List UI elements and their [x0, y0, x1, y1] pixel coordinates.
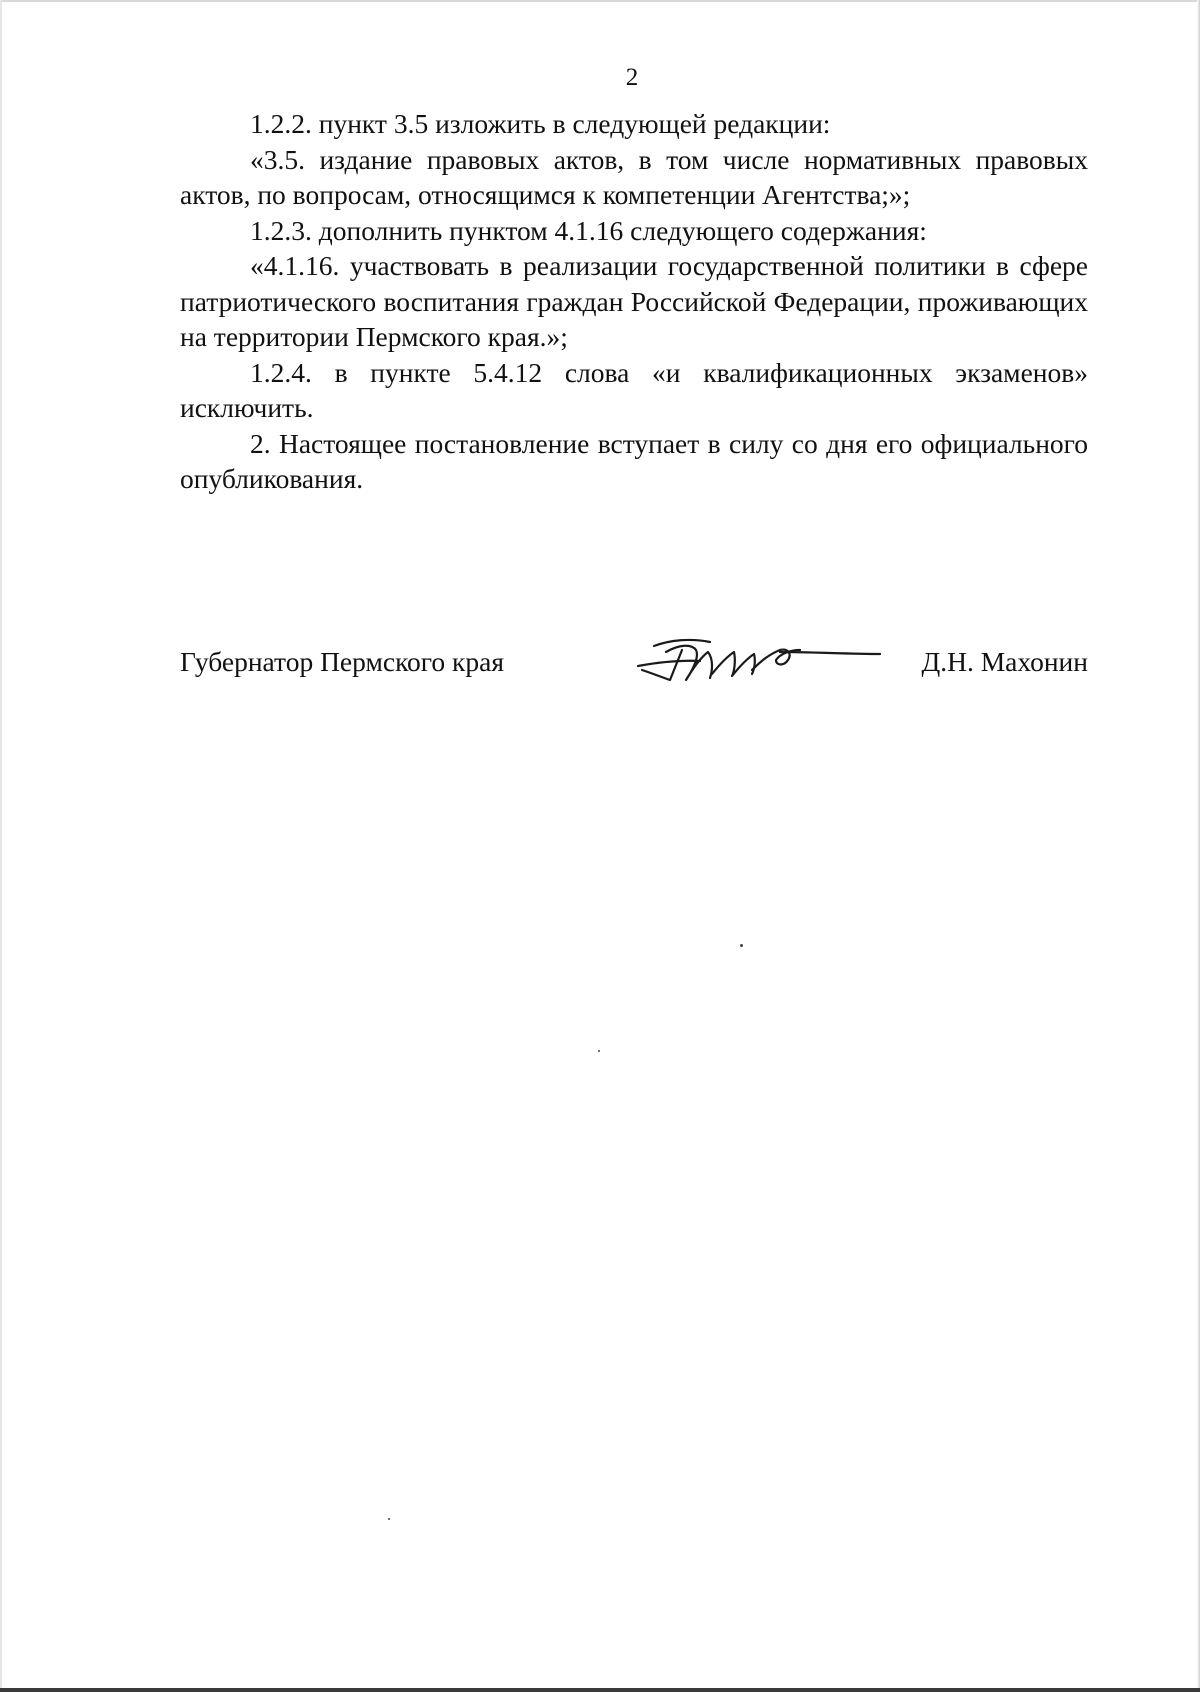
signatory-title: Губернатор Пермского края — [180, 646, 504, 677]
document-body — [180, 106, 1088, 497]
paragraph-3-5: «3.5. издание правовых актов, в том числе нормативных правовых актов, по вопросам, относящимся к компетенции Агентства;»; — [180, 143, 1088, 210]
paragraph-1-2-4: 1.2.4. в пункте 5.4.12 слова «и квалификационных экзаменов» исключить. — [180, 356, 1088, 423]
paragraph-4-1-16: «4.1.16. участвовать в реализации государственной политики в сфере патриотического воспитания граждан Российской Федерации, проживающих на территории Пермского края.»; — [180, 250, 1088, 352]
scan-speck — [388, 1518, 390, 1520]
scan-edge-left — [0, 0, 2, 1692]
scan-speck — [740, 944, 743, 947]
signatory-name: Д.Н. Махонин — [921, 646, 1088, 677]
paragraph-1-2-3: 1.2.3. дополнить пунктом 4.1.16 следующего содержания: — [250, 214, 927, 246]
page-number: 2 — [625, 64, 639, 91]
paragraph-2: 2. Настоящее постановление вступает в силу со дня его официального опубликования. — [180, 427, 1088, 494]
scan-speck — [598, 1050, 600, 1052]
handwritten-signature-icon — [630, 630, 890, 686]
paragraph-1-2-2: 1.2.2. пункт 3.5 изложить в следующей редакции: — [250, 108, 831, 139]
scan-edge-top — [0, 0, 1200, 2]
scan-edge-bottom — [0, 1688, 1200, 1692]
